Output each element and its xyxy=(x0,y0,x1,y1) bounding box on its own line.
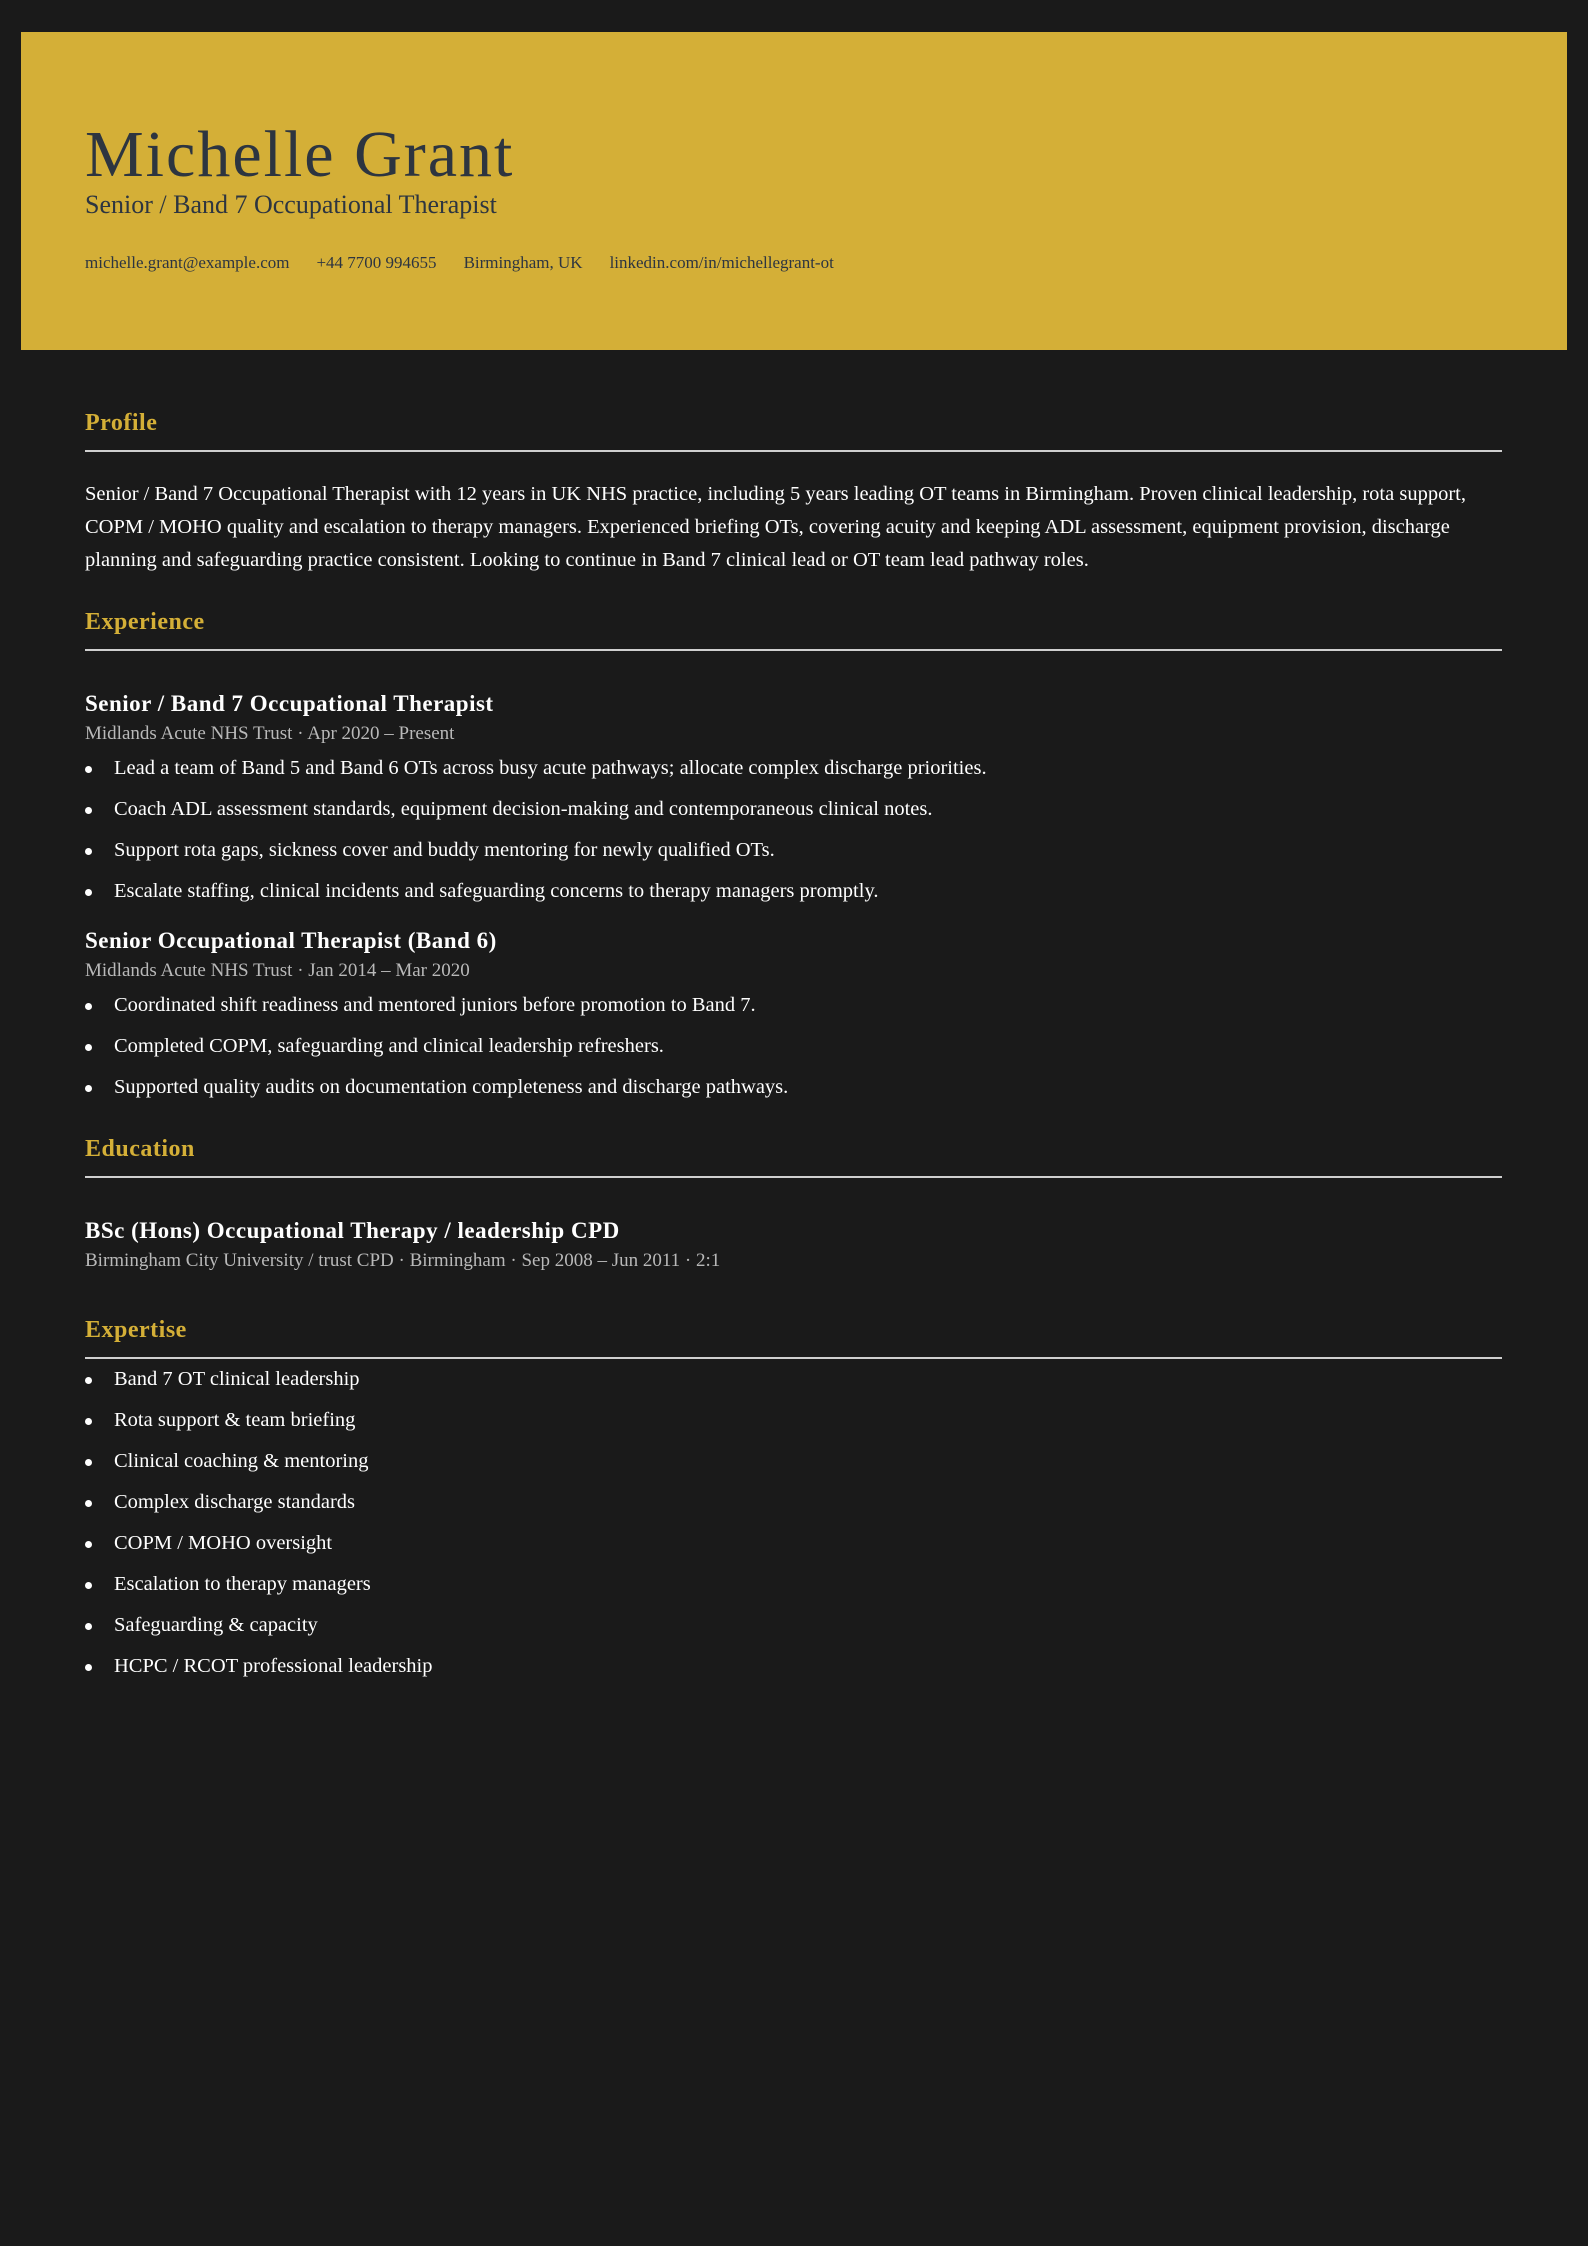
contact-location: Birmingham, UK xyxy=(463,253,583,272)
contact-email[interactable]: michelle.grant@example.com xyxy=(85,253,290,272)
section-title-education: Education xyxy=(85,1126,1502,1178)
expertise-item: COPM / MOHO oversight xyxy=(85,1523,1502,1564)
expertise-section xyxy=(85,1307,1502,1687)
job-bullet: Lead a team of Band 5 and Band 6 OTs across busy acute pathways; allocate complex discharge priorities. xyxy=(85,748,1502,789)
job-bullet: Coach ADL assessment standards, equipment decision-making and contemporaneous clinical notes. xyxy=(85,789,1502,830)
education-meta: Birmingham City University / trust CPD · Birmingham · Sep 2008 – Jun 2011 · 2:1 xyxy=(85,1250,721,1271)
contact-info xyxy=(85,253,834,273)
expertise-list xyxy=(85,1359,1502,1687)
job-bullet: Completed COPM, safeguarding and clinical leadership refreshers. xyxy=(85,1026,1502,1067)
degree-title: BSc (Hons) Occupational Therapy / leadership CPD xyxy=(85,1218,620,1243)
education-entry xyxy=(85,1216,1502,1275)
expertise-item: Escalation to therapy managers xyxy=(85,1564,1502,1605)
expertise-item: Clinical coaching & mentoring xyxy=(85,1441,1502,1482)
experience-list xyxy=(85,689,1502,1108)
profile-summary: Senior / Band 7 Occupational Therapist with 12 years in UK NHS practice, including 5 years leading OT teams in Birmingham. Proven clinical leadership, rota support, COPM / MOHO quality and escalation to therapy managers. Experienced briefing OTs, covering acuity and keeping ADL assessment, equipment provision, discharge planning and safeguarding practice consistent. Looking to continue in Band 7 clinical lead or OT team lead pathway roles. xyxy=(85,483,1466,571)
job-entry xyxy=(85,689,1502,912)
job-bullet: Coordinated shift readiness and mentored juniors before promotion to Band 7. xyxy=(85,985,1502,1026)
profile-section xyxy=(85,400,1502,577)
candidate-name: Michelle Grant xyxy=(85,118,515,191)
resume-header xyxy=(21,32,1567,350)
job-bullet: Supported quality audits on documentation completeness and discharge pathways. xyxy=(85,1067,1502,1108)
expertise-item: Complex discharge standards xyxy=(85,1482,1502,1523)
job-title: Senior Occupational Therapist (Band 6) xyxy=(85,928,497,953)
education-section xyxy=(85,1126,1502,1275)
experience-section xyxy=(85,599,1502,1108)
job-bullets xyxy=(85,985,1502,1108)
job-meta: Midlands Acute NHS Trust · Apr 2020 – Present xyxy=(85,723,455,744)
job-entry xyxy=(85,926,1502,1108)
expertise-item: HCPC / RCOT professional leadership xyxy=(85,1646,1502,1687)
job-bullets xyxy=(85,748,1502,912)
job-title: Senior / Band 7 Occupational Therapist xyxy=(85,691,494,716)
section-title-experience: Experience xyxy=(85,599,1502,651)
job-bullet: Support rota gaps, sickness cover and buddy mentoring for newly qualified OTs. xyxy=(85,830,1502,871)
section-title-profile: Profile xyxy=(85,400,1502,452)
expertise-item: Safeguarding & capacity xyxy=(85,1605,1502,1646)
job-meta: Midlands Acute NHS Trust · Jan 2014 – Mar 2020 xyxy=(85,960,470,981)
candidate-headline: Senior / Band 7 Occupational Therapist xyxy=(85,190,497,219)
expertise-item: Band 7 OT clinical leadership xyxy=(85,1359,1502,1400)
section-title-expertise: Expertise xyxy=(85,1307,1502,1359)
contact-linkedin[interactable]: linkedin.com/in/michellegrant-ot xyxy=(609,253,834,272)
job-bullet: Escalate staffing, clinical incidents and safeguarding concerns to therapy managers promptly. xyxy=(85,871,1502,912)
resume-body xyxy=(85,400,1502,1687)
contact-phone[interactable]: +44 7700 994655 xyxy=(316,253,437,272)
expertise-item: Rota support & team briefing xyxy=(85,1400,1502,1441)
